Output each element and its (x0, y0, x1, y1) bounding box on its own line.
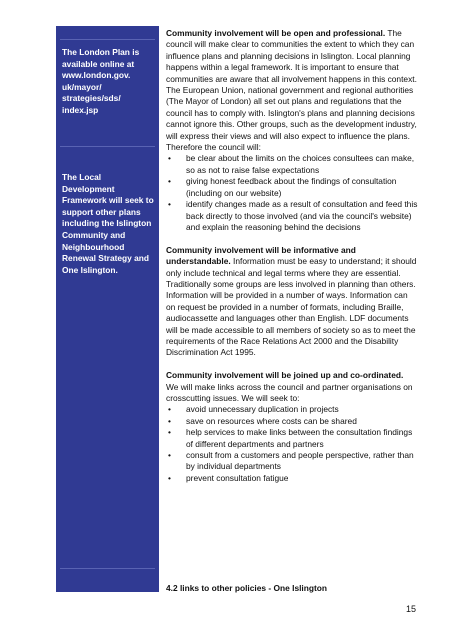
bullet-text: be clear about the limits on the choices consultees can make, so as not to raise false expectations (186, 153, 415, 175)
bullet-icon: • (168, 153, 171, 164)
bullet-icon: • (168, 176, 171, 187)
bullet-icon: • (168, 404, 171, 415)
bullet-text: avoid unnecessary duplication in projects (186, 404, 339, 415)
section-heading: Community involvement will be informative and understandable. (166, 244, 356, 267)
sidebar-note-london-plan: The London Plan is available online at www.london.gov. uk/mayor/ strategies/sds/ index.jsp (62, 47, 140, 115)
sidebar-rule (60, 146, 155, 147)
bullet-text: consult from a customers and people perspective, rather than by individual departments (186, 450, 414, 472)
bullet-item (166, 473, 418, 484)
section (166, 245, 418, 359)
bullet-icon: • (168, 472, 171, 483)
section-paragraph (166, 28, 418, 153)
bullet-text: save on resources where costs can be shared (186, 415, 357, 426)
bullet-text: prevent consultation fatigue (186, 472, 289, 483)
section (166, 370, 418, 484)
section-body: Information must be easy to understand; it should only include technical and legal terms where they are essential. Traditionally some groups are less involved in planning than others. Information will be provided in a number of ways. Information can on request be provided in a number of formats, including Braille, audiocassette and languages other than English. LDF documents will be made accessible to all members of society so as to meet the requirements of the Race Relations Act 2000 and the Disability Discrimination Act 1995. (166, 256, 417, 358)
section (166, 28, 418, 233)
bullet-item (166, 450, 418, 473)
main-text-column (166, 28, 418, 496)
section-paragraph (166, 370, 418, 404)
sidebar-rule (60, 39, 155, 40)
section-subheading: 4.2 links to other policies - One Islington (166, 583, 328, 593)
section-paragraph (166, 245, 418, 359)
section-body: The council will make clear to communities the extent to which they can influence plans and planning decisions in Islington. Local planning happens within a legal framework. It is important to ensure that communities are aware that all involvement happens in this context. The European Union, national government and regional authorities (The Mayor of London) all set out plans and regulations that the council has to comply with. Islington's plans and planning decisions cannot ignore this. Other groups, such as the development industry, will express their views and will also expect to influence the plans. Therefore the council will: (166, 28, 417, 153)
bullet-item (166, 153, 418, 176)
page-number: 15 (406, 604, 417, 614)
bullet-item (166, 176, 418, 199)
bullet-icon: • (168, 415, 171, 426)
bullet-item (166, 404, 418, 415)
bullet-item (166, 199, 418, 233)
bullet-icon: • (168, 450, 171, 460)
bullet-icon: • (168, 427, 171, 438)
bullet-item (166, 416, 418, 427)
section-heading: Community involvement will be open and professional. (166, 28, 386, 38)
sidebar-rule (60, 568, 155, 569)
bullet-list (166, 153, 418, 233)
section-body: We will make links across the council and partner organisations on crosscutting issues. We will seek to: (166, 381, 413, 403)
sidebar-note-ldf: The Local Development Framework will seek to support other plans including the Islington Community and Neighbourhood Renewal Strategy and One Islington. (62, 172, 154, 275)
bullet-text: identify changes made as a result of consultation and feed this back directly to those involved (and via the council's website) and explain the reasoning behind the decisions (186, 199, 418, 232)
bullet-item (166, 427, 418, 450)
bullet-text: giving honest feedback about the findings of consultation (including on our website) (186, 176, 397, 198)
margin-sidebar (56, 26, 159, 592)
bullet-list (166, 404, 418, 484)
section-heading: Community involvement will be joined up and co-ordinated. (166, 370, 404, 381)
bullet-text: help services to make links between the consultation findings of different departments and partners (186, 427, 413, 449)
bullet-icon: • (168, 199, 171, 210)
